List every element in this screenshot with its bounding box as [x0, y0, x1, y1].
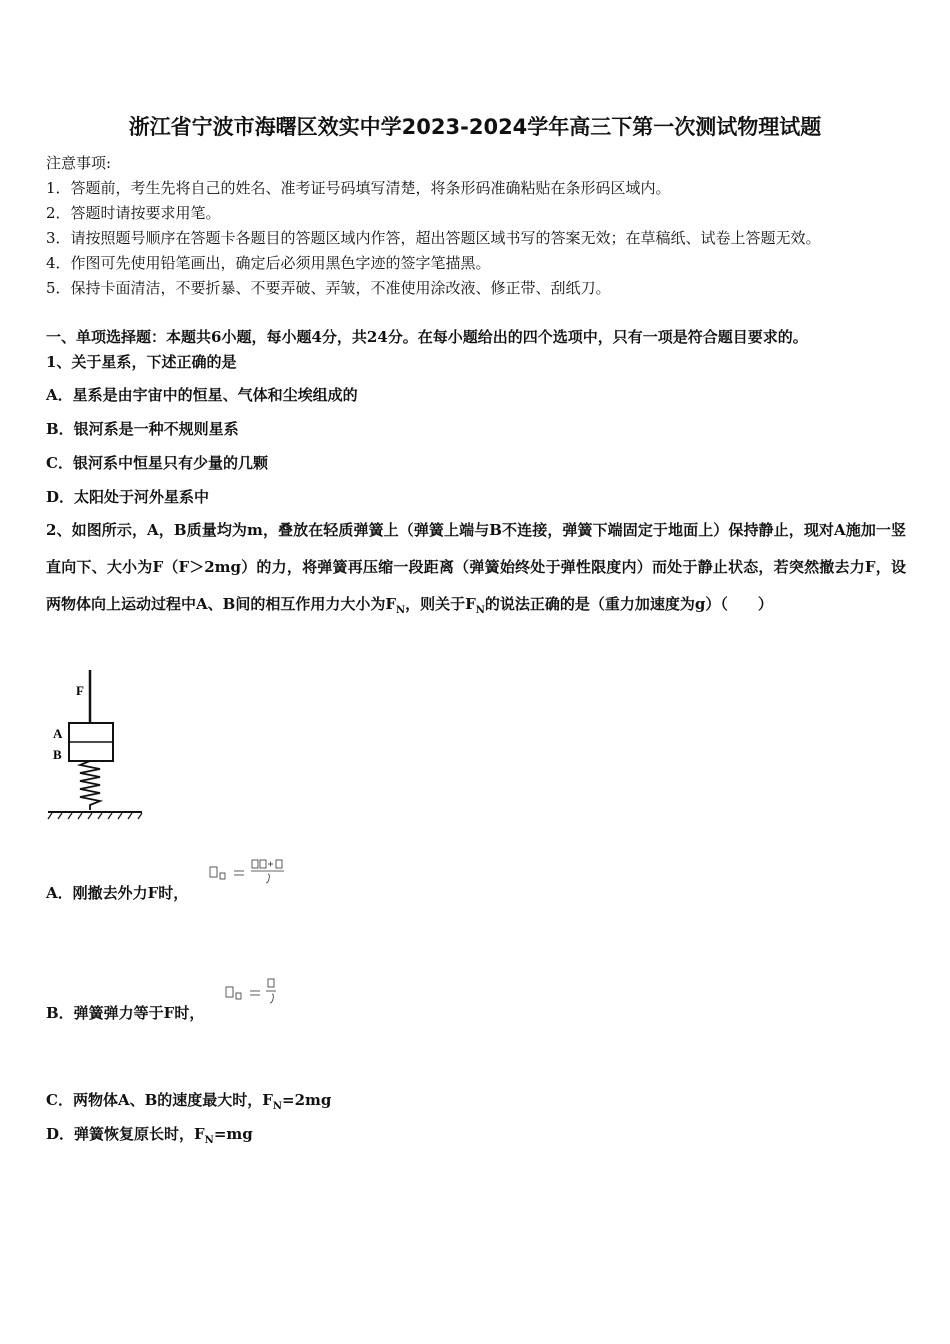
block-a-label: A [53, 726, 63, 741]
notice-item-3: 3．请按照题号顺序在答题卡各题目的答题区域内作答，超出答题区域书写的答案无效；在草稿纸、试卷上答题无效。 [46, 229, 821, 247]
formula-option-b [222, 977, 292, 1009]
q2-option-c: C．两物体A、B的速度最大时，$F_N=2mg$ [46, 1091, 332, 1112]
q2-option-b: B．弹簧弹力等于F时， [46, 1004, 205, 1022]
notice-item-4: 4．作图可先使用铅笔画出，确定后必须用黑色字迹的签字笔描黑。 [46, 254, 491, 272]
q1-option-b: B．银河系是一种不规则星系 [46, 420, 239, 438]
q2-option-a: A．刚撤去外力F时， [46, 884, 189, 902]
spring-blocks-figure [46, 670, 156, 825]
force-label: F [76, 683, 84, 698]
spring [80, 761, 100, 810]
block-b-label: B [53, 747, 62, 762]
notice-item-2: 2．答题时请按要求用笔。 [46, 204, 221, 222]
notice-item-5: 5．保持卡面清洁，不要折暴、不要弄破、弄皱，不准使用涂改液、修正带、刮纸刀。 [46, 279, 611, 297]
notice-item-1: 1．答题前，考生先将自己的姓名、准考证号码填写清楚，将条形码准确粘贴在条形码区域内。 [46, 179, 671, 197]
question-1-stem: 1、关于星系，下述正确的是 [46, 353, 237, 371]
formula-option-a [208, 857, 294, 889]
section-heading: 一、单项选择题：本题共6小题，每小题4分，共24分。在每小题给出的四个选项中，只有一项是符合题目要求的。 [46, 328, 808, 346]
question-2-stem: 2、如图所示，A，B质量均为m，叠放在轻质弹簧上（弹簧上端与B不连接，弹簧下端固定于地面上）保持静止，现对A施加一竖直向下、大小为F（F＞2mg）的力，将弹簧再压缩一段距离（弹簧始终处于弹性限度内）而处于静止状态，若突然撤去力F，设两物体向上运动过程中A、B间的相互作用力大小为$F_N$，则关于$F_N$的说法正确的是（重力加速度为g）（ ） [46, 521, 906, 616]
q1-option-c: C．银河系中恒星只有少量的几颗 [46, 454, 268, 472]
q2-option-d: D．弹簧恢复原长时，$F_N=mg$ [46, 1125, 253, 1146]
ground-hatch [48, 813, 142, 819]
q1-option-a: A．星系是由宇宙中的恒星、气体和尘埃组成的 [46, 386, 358, 404]
page-title: 浙江省宁波市海曙区效实中学2023-2024学年高三下第一次测试物理试题 [128, 115, 822, 139]
q1-option-d: D．太阳处于河外星系中 [46, 488, 210, 506]
notice-heading: 注意事项: [46, 154, 112, 172]
